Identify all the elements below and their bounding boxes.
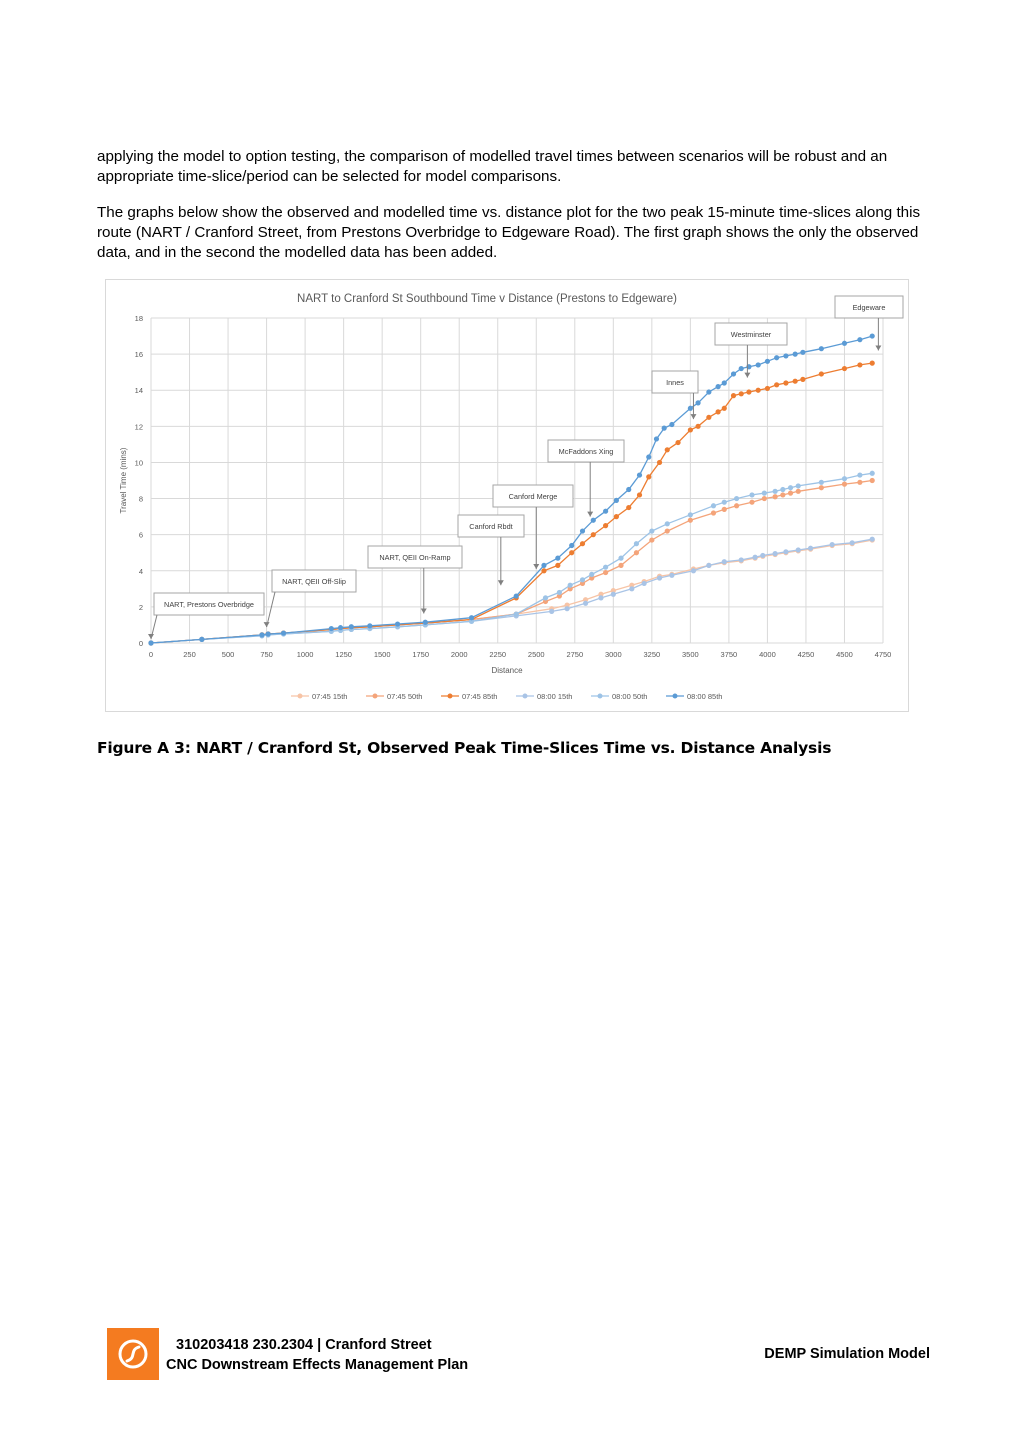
data-point bbox=[800, 350, 805, 355]
figure-caption: Figure A 3: NART / Cranford St, Observed Peak Time-Slices Time vs. Distance Analysis bbox=[97, 739, 832, 757]
data-point bbox=[395, 621, 400, 626]
x-axis-label: Distance bbox=[491, 666, 523, 675]
data-point bbox=[634, 550, 639, 555]
data-point bbox=[819, 480, 824, 485]
data-point bbox=[734, 496, 739, 501]
data-point bbox=[629, 586, 634, 591]
data-point bbox=[541, 568, 546, 573]
data-point bbox=[349, 624, 354, 629]
x-tick-label: 1500 bbox=[373, 650, 391, 659]
footer-doc-title: CNC Downstream Effects Management Plan bbox=[166, 1357, 469, 1373]
data-point bbox=[842, 366, 847, 371]
data-point bbox=[657, 460, 662, 465]
legend-swatch-marker bbox=[598, 694, 603, 699]
x-tick-label: 500 bbox=[221, 650, 235, 659]
data-point bbox=[788, 491, 793, 496]
data-point bbox=[646, 474, 651, 479]
data-point bbox=[773, 489, 778, 494]
data-point bbox=[611, 592, 616, 597]
legend-swatch-marker bbox=[373, 694, 378, 699]
data-point bbox=[598, 595, 603, 600]
x-tick-label: 1250 bbox=[335, 650, 352, 659]
y-tick-label: 18 bbox=[134, 314, 143, 323]
data-point bbox=[266, 631, 271, 636]
data-point bbox=[746, 389, 751, 394]
annotation-label: NART, Prestons Overbridge bbox=[164, 600, 254, 609]
data-point bbox=[614, 498, 619, 503]
annotation-arrow bbox=[267, 592, 275, 627]
x-tick-label: 1000 bbox=[296, 650, 314, 659]
data-point bbox=[716, 409, 721, 414]
annotation-label: McFaddons Xing bbox=[558, 447, 614, 456]
data-point bbox=[199, 637, 204, 642]
data-point bbox=[762, 496, 767, 501]
data-point bbox=[819, 485, 824, 490]
data-point bbox=[722, 500, 727, 505]
annotation-arrowhead bbox=[587, 512, 593, 517]
data-point bbox=[675, 440, 680, 445]
y-tick-label: 12 bbox=[134, 422, 143, 432]
footer-document-info bbox=[166, 1335, 468, 1375]
data-point bbox=[367, 623, 372, 628]
data-point bbox=[657, 575, 662, 580]
data-point bbox=[688, 406, 693, 411]
x-tick-label: 4500 bbox=[836, 650, 853, 659]
annotation-arrowhead bbox=[690, 414, 696, 419]
data-point bbox=[731, 371, 736, 376]
footer-doc-number: 310203418 230.2304 | Cranford Street bbox=[176, 1337, 432, 1353]
data-point bbox=[773, 551, 778, 556]
footer-right-label: DEMP Simulation Model bbox=[764, 1346, 930, 1362]
data-point bbox=[749, 500, 754, 505]
x-tick-label: 750 bbox=[260, 650, 273, 659]
y-tick-label: 0 bbox=[138, 639, 143, 648]
data-point bbox=[774, 382, 779, 387]
data-point bbox=[423, 620, 428, 625]
x-tick-label: 3750 bbox=[720, 650, 738, 659]
legend-swatch-marker bbox=[448, 694, 453, 699]
data-point bbox=[796, 547, 801, 552]
data-point bbox=[541, 563, 546, 568]
data-point bbox=[793, 379, 798, 384]
data-point bbox=[695, 400, 700, 405]
annotation-label: Canford Rbdt bbox=[469, 522, 513, 531]
data-point bbox=[555, 556, 560, 561]
chart-frame bbox=[105, 279, 909, 712]
data-point bbox=[662, 426, 667, 431]
data-point bbox=[819, 346, 824, 351]
data-point bbox=[603, 523, 608, 528]
data-point bbox=[783, 380, 788, 385]
data-point bbox=[688, 427, 693, 432]
data-point bbox=[665, 528, 670, 533]
data-point bbox=[706, 415, 711, 420]
data-point bbox=[706, 389, 711, 394]
data-point bbox=[569, 543, 574, 548]
data-point bbox=[514, 612, 519, 617]
company-logo bbox=[107, 1328, 159, 1380]
data-point bbox=[857, 337, 862, 342]
annotation-arrowhead bbox=[533, 564, 539, 569]
annotation-label: Westminster bbox=[730, 330, 772, 339]
y-axis-label: Travel Time (mins) bbox=[119, 447, 128, 514]
data-point bbox=[665, 447, 670, 452]
x-tick-label: 2000 bbox=[450, 650, 468, 659]
data-point bbox=[580, 528, 585, 533]
data-point bbox=[780, 487, 785, 492]
annotation-arrowhead bbox=[264, 622, 270, 627]
data-point bbox=[773, 494, 778, 499]
data-point bbox=[857, 472, 862, 477]
data-point bbox=[830, 542, 835, 547]
data-point bbox=[819, 371, 824, 376]
data-point bbox=[591, 518, 596, 523]
data-point bbox=[722, 406, 727, 411]
data-point bbox=[870, 537, 875, 542]
x-tick-label: 250 bbox=[183, 650, 196, 659]
data-point bbox=[603, 565, 608, 570]
x-tick-label: 2750 bbox=[566, 650, 584, 659]
y-tick-label: 2 bbox=[138, 602, 143, 612]
data-point bbox=[688, 512, 693, 517]
data-point bbox=[842, 482, 847, 487]
data-point bbox=[469, 615, 474, 620]
x-tick-label: 3500 bbox=[682, 650, 699, 659]
data-point bbox=[642, 581, 647, 586]
data-point bbox=[734, 503, 739, 508]
y-tick-label: 8 bbox=[138, 494, 143, 504]
data-point bbox=[646, 454, 651, 459]
data-point bbox=[618, 556, 623, 561]
x-tick-label: 2500 bbox=[527, 650, 545, 659]
data-point bbox=[626, 505, 631, 510]
data-point bbox=[711, 510, 716, 515]
annotation-arrowhead bbox=[148, 634, 154, 639]
y-tick-label: 16 bbox=[134, 350, 143, 360]
data-point bbox=[722, 559, 727, 564]
data-point bbox=[614, 514, 619, 519]
annotation-arrowhead bbox=[875, 346, 881, 351]
annotation-label: Canford Merge bbox=[508, 492, 558, 501]
data-point bbox=[850, 540, 855, 545]
x-tick-label: 4750 bbox=[874, 650, 892, 659]
x-tick-label: 4250 bbox=[797, 650, 815, 659]
data-point bbox=[148, 640, 153, 645]
legend-label: 08:00 50th bbox=[612, 692, 648, 701]
data-point bbox=[765, 386, 770, 391]
chart-title: NART to Cranford St Southbound Time v Distance (Prestons to Edgeware) bbox=[297, 293, 677, 305]
data-point bbox=[568, 583, 573, 588]
data-point bbox=[870, 333, 875, 338]
data-point bbox=[549, 609, 554, 614]
data-point bbox=[589, 572, 594, 577]
data-point bbox=[752, 555, 757, 560]
data-point bbox=[722, 380, 727, 385]
legend-swatch-marker bbox=[673, 694, 678, 699]
data-point bbox=[329, 626, 334, 631]
data-point bbox=[555, 563, 560, 568]
annotation-arrowhead bbox=[498, 580, 504, 585]
data-point bbox=[688, 518, 693, 523]
data-point bbox=[716, 384, 721, 389]
data-point bbox=[780, 492, 785, 497]
data-point bbox=[603, 570, 608, 575]
annotation-arrowhead bbox=[421, 609, 427, 614]
annotation-label: Edgeware bbox=[852, 303, 886, 312]
time-distance-chart bbox=[106, 280, 908, 711]
x-tick-label: 3250 bbox=[643, 650, 661, 659]
annotation-arrowhead bbox=[744, 373, 750, 378]
data-point bbox=[580, 541, 585, 546]
data-point bbox=[569, 550, 574, 555]
data-point bbox=[564, 606, 569, 611]
data-point bbox=[654, 436, 659, 441]
data-point bbox=[281, 630, 286, 635]
data-point bbox=[774, 355, 779, 360]
legend-label: 08:00 85th bbox=[687, 692, 723, 701]
x-tick-label: 4000 bbox=[759, 650, 776, 659]
legend-label: 07:45 15th bbox=[312, 692, 348, 701]
data-point bbox=[796, 489, 801, 494]
data-point bbox=[711, 503, 716, 508]
legend-label: 08:00 15th bbox=[537, 692, 573, 701]
y-tick-label: 6 bbox=[138, 530, 143, 540]
data-point bbox=[618, 563, 623, 568]
data-point bbox=[706, 563, 711, 568]
x-tick-label: 3000 bbox=[604, 650, 622, 659]
legend-label: 07:45 85th bbox=[462, 692, 498, 701]
data-point bbox=[739, 366, 744, 371]
data-point bbox=[796, 483, 801, 488]
logo-swirl-icon bbox=[107, 1328, 159, 1380]
y-tick-label: 14 bbox=[134, 386, 143, 396]
data-point bbox=[731, 393, 736, 398]
data-point bbox=[756, 388, 761, 393]
data-point bbox=[762, 491, 767, 496]
x-tick-label: 2250 bbox=[489, 650, 507, 659]
data-point bbox=[857, 480, 862, 485]
data-point bbox=[637, 492, 642, 497]
annotation-label: NART, QEII Off-Slip bbox=[282, 577, 346, 586]
data-point bbox=[557, 590, 562, 595]
data-point bbox=[870, 361, 875, 366]
data-point bbox=[870, 478, 875, 483]
x-tick-label: 1750 bbox=[412, 650, 430, 659]
data-point bbox=[739, 557, 744, 562]
data-point bbox=[788, 485, 793, 490]
data-point bbox=[580, 577, 585, 582]
data-point bbox=[783, 549, 788, 554]
data-point bbox=[842, 341, 847, 346]
data-point bbox=[649, 537, 654, 542]
data-point bbox=[765, 359, 770, 364]
data-point bbox=[669, 573, 674, 578]
data-point bbox=[583, 601, 588, 606]
data-point bbox=[514, 593, 519, 598]
paragraph-1: applying the model to option testing, the comparison of modelled travel times between scenarios will be robust and an appropriate time-slice/period can be selected for model comparisons. bbox=[97, 148, 888, 185]
data-point bbox=[691, 568, 696, 573]
legend-label: 07:45 50th bbox=[387, 692, 423, 701]
data-point bbox=[259, 632, 264, 637]
data-point bbox=[637, 472, 642, 477]
data-point bbox=[870, 471, 875, 476]
data-point bbox=[669, 422, 674, 427]
data-point bbox=[722, 507, 727, 512]
y-tick-label: 4 bbox=[138, 566, 143, 576]
data-point bbox=[665, 521, 670, 526]
data-point bbox=[808, 546, 813, 551]
data-point bbox=[634, 541, 639, 546]
data-point bbox=[793, 352, 798, 357]
data-point bbox=[695, 424, 700, 429]
data-point bbox=[800, 377, 805, 382]
data-point bbox=[749, 492, 754, 497]
data-point bbox=[857, 362, 862, 367]
data-point bbox=[760, 553, 765, 558]
data-point bbox=[842, 476, 847, 481]
data-point bbox=[626, 487, 631, 492]
data-point bbox=[739, 391, 744, 396]
annotation-label: NART, QEII On-Ramp bbox=[379, 553, 451, 562]
data-point bbox=[603, 509, 608, 514]
paragraph-2: The graphs below show the observed and modelled time vs. distance plot for the two peak 15-minute time-slices along this route (NART / Cranford Street, from Prestons Overbridge to Edgeware Road). The first graph shows the only the observed data, and in the second the modelled data has been added. bbox=[97, 204, 921, 261]
data-point bbox=[543, 595, 548, 600]
data-point bbox=[591, 532, 596, 537]
annotation-label: Innes bbox=[666, 378, 684, 387]
legend-swatch-marker bbox=[298, 694, 303, 699]
x-tick-label: 0 bbox=[148, 650, 154, 659]
y-tick-label: 10 bbox=[134, 458, 143, 468]
data-point bbox=[649, 528, 654, 533]
data-point bbox=[783, 353, 788, 358]
data-point bbox=[756, 362, 761, 367]
legend-swatch-marker bbox=[523, 694, 528, 699]
data-point bbox=[338, 625, 343, 630]
